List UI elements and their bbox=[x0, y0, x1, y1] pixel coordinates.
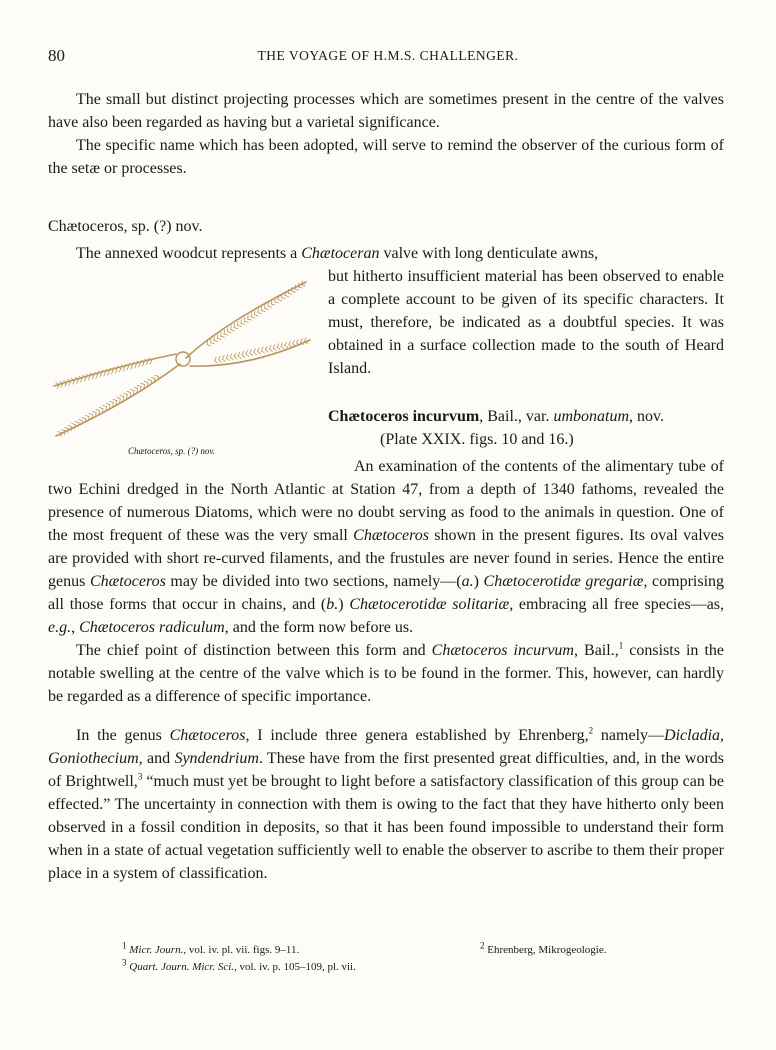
paragraph-1: The small but distinct projecting processes which are sometimes present in the centre of the valves have also been regarded as having but a varietal significance. bbox=[48, 91, 724, 131]
awn-denticle bbox=[257, 348, 259, 351]
awn-denticle bbox=[139, 363, 141, 367]
awn-denticle bbox=[75, 425, 76, 429]
awn-denticle bbox=[269, 345, 271, 348]
awn-denticle bbox=[244, 317, 245, 321]
awn-denticle bbox=[71, 427, 72, 431]
awn-denticle bbox=[214, 336, 215, 340]
awn-denticle bbox=[289, 345, 292, 347]
awn-denticle bbox=[127, 391, 131, 392]
awn-denticle bbox=[61, 429, 65, 430]
awn-denticle bbox=[304, 338, 306, 341]
awn-denticle bbox=[127, 366, 129, 370]
awn-denticle bbox=[281, 294, 282, 298]
awn-denticle bbox=[130, 389, 134, 390]
awn-denticle bbox=[148, 379, 152, 380]
awn-denticle bbox=[226, 358, 229, 360]
awn-denticle bbox=[297, 339, 299, 342]
awn-denticle bbox=[242, 355, 245, 357]
awn-lower-left bbox=[56, 364, 180, 436]
awn-denticle bbox=[302, 281, 303, 285]
awn-denticle bbox=[269, 349, 272, 351]
awn-denticle bbox=[234, 328, 238, 329]
awn-denticle bbox=[73, 381, 75, 385]
awn-denticle bbox=[302, 285, 306, 286]
awn-denticle bbox=[241, 323, 245, 324]
species-heading-sp-nov: Chætoceros, sp. (?) nov. bbox=[48, 218, 203, 235]
awn-denticle bbox=[268, 306, 272, 307]
awn-denticle bbox=[293, 340, 295, 343]
paragraph-3-wrapped: but hitherto insufficient material has been observed to enable a complete account to be given of its specific characters. It must, therefore, be indicated as a doubtful species. It was obtained in a surface collection made to the south of Heard Island. bbox=[328, 268, 724, 377]
awn-denticle bbox=[88, 377, 90, 381]
awn-denticle bbox=[261, 307, 262, 311]
awn-denticle bbox=[221, 336, 225, 337]
awn-denticle bbox=[151, 377, 155, 378]
paragraph-5: The chief point of distinction between this form and Chætoceros incurvum, Bail.,$^1$ consists in the notable swelling at the centre of the valve which is to be found in the former. This, however, can hardly be regarded as a difference of specific importance. bbox=[48, 640, 725, 705]
awn-denticle bbox=[289, 341, 291, 344]
awn-denticle bbox=[285, 295, 289, 296]
awn-denticle bbox=[227, 332, 231, 333]
awn-denticle bbox=[111, 370, 113, 374]
awn-denticle bbox=[298, 287, 302, 288]
awn-denticle bbox=[141, 383, 145, 384]
awn-denticle bbox=[106, 403, 110, 404]
footnote-ref-1: 1 bbox=[618, 640, 624, 651]
awn-denticle bbox=[210, 342, 214, 343]
awn-denticle bbox=[224, 334, 228, 335]
awn-denticle bbox=[254, 315, 258, 316]
awn-denticle bbox=[226, 355, 228, 358]
main-body bbox=[48, 455, 724, 885]
plate-reference: (Plate XXIX. figs. 10 and 16.) bbox=[380, 431, 574, 448]
awn-denticle bbox=[285, 292, 286, 296]
awn-denticle bbox=[234, 353, 236, 356]
awn-denticle bbox=[113, 403, 114, 407]
awn-denticle bbox=[134, 391, 135, 395]
awn-denticle bbox=[65, 427, 69, 428]
awn-denticle bbox=[295, 289, 299, 290]
awn-denticle bbox=[222, 356, 224, 359]
awn-denticle bbox=[258, 309, 259, 313]
awn-denticle bbox=[238, 352, 240, 355]
footnote-3: $^3$ Quart. Journ. Micr. Sci., vol. iv. p. 105–109, pl. vii. bbox=[122, 957, 356, 973]
awn-denticle bbox=[134, 387, 138, 388]
awn-denticle bbox=[108, 372, 110, 376]
awn-denticle bbox=[227, 328, 228, 332]
awn-denticle bbox=[81, 379, 83, 383]
awn-denticle bbox=[265, 346, 267, 349]
awn-denticle bbox=[84, 378, 86, 382]
awn-denticle bbox=[251, 313, 252, 317]
awn-denticle bbox=[75, 421, 79, 422]
awn-denticle bbox=[241, 319, 242, 323]
awn-denticle bbox=[142, 362, 144, 366]
awn-denticle bbox=[248, 319, 252, 320]
awn-denticle bbox=[300, 339, 302, 342]
footnote-2: $^2$ Ehrenberg, Mikrogeologie. bbox=[480, 940, 607, 956]
awn-denticle bbox=[130, 393, 131, 397]
awn-denticle bbox=[207, 345, 211, 346]
awn-denticle bbox=[285, 342, 287, 345]
awn-denticle bbox=[207, 341, 208, 345]
awn-denticle bbox=[261, 347, 263, 350]
paragraph-4: An examination of the contents of the alimentary tube of two Echini dredged in the North Atlantic at Station 47, from a depth of 1340 fathoms, revealed the presence of numerous Diatoms, which were no doubt serving as food to the animals in question. One of the most frequent of these was the very small Chætoceros shown in the present figures. Its oval valves are provided with short re-curved filaments, and the frustules are never found in series. Hence the entire genus Chætoceros may be divided into two sections, namely—(a.) Chætocerotidæ gregariæ, comprising all those forms that occur in chains, and (b.) Chætocerotidæ solitariæ, embracing all free species—as, e.g., Chætoceros radiculum, and the form now before us. bbox=[48, 458, 725, 636]
awn-denticle bbox=[214, 357, 216, 360]
awn-upper-left bbox=[54, 354, 176, 386]
awn-denticle bbox=[244, 321, 248, 322]
awn-denticle bbox=[127, 395, 128, 399]
awn-denticle bbox=[214, 340, 218, 341]
awn-denticle bbox=[275, 302, 279, 303]
awn-denticle bbox=[137, 385, 141, 386]
awn-denticle bbox=[268, 302, 269, 306]
awn-denticle bbox=[124, 393, 128, 394]
page-number: 80 bbox=[48, 46, 65, 65]
awn-denticle bbox=[273, 345, 275, 348]
awn-denticle bbox=[234, 324, 235, 328]
running-header bbox=[48, 46, 728, 68]
awn-denticle bbox=[254, 352, 257, 354]
footnote-ref-3: 3 bbox=[137, 771, 143, 782]
awn-denticle bbox=[293, 344, 296, 346]
awn-denticle bbox=[68, 425, 72, 426]
awn-denticle bbox=[79, 419, 83, 420]
awn-denticle bbox=[89, 413, 93, 414]
awn-denticle bbox=[146, 361, 148, 365]
awn-denticle bbox=[278, 296, 279, 300]
species-heading-incurvum: Chætoceros incurvum, Bail., var. umbonatum, nov. (Plate XXIX. figs. 10 and 16.) bbox=[328, 405, 728, 451]
awn-denticle bbox=[103, 405, 107, 406]
awn-denticle bbox=[261, 310, 265, 311]
awn-denticle bbox=[275, 298, 276, 302]
awn-denticle bbox=[271, 300, 272, 304]
paragraph-6: In the genus Chætoceros, I include three genera established by Ehrenberg,$^2$ namely—Dicladia, Goniothecium, and Syndendrium. These have from the first presented great difficulties, and, in the words of Brightwell,$^3$ “much must yet be brought to light before a satisfactory classification of this group can be effected.” The uncertainty in connection with them is owing to the fact that they have hitherto only been observed in a fossil condition in deposits, so that it has been found impossible to understand their form when in a state of actual vegetation sufficiently well to enable the observer to ascribe to them their proper place in a system of classification. bbox=[48, 725, 725, 882]
awn-denticle bbox=[281, 343, 283, 346]
awn-denticle bbox=[109, 405, 110, 409]
awn-denticle bbox=[210, 339, 211, 343]
awn-denticle bbox=[117, 397, 121, 398]
awn-denticle bbox=[281, 298, 285, 299]
awn-denticle bbox=[248, 315, 249, 319]
awn-denticle bbox=[222, 359, 225, 361]
footnote-ref-2: 2 bbox=[588, 725, 594, 736]
awn-denticle bbox=[217, 338, 221, 339]
awn-denticle bbox=[119, 368, 121, 372]
awn-denticle bbox=[238, 321, 239, 325]
awn-denticle bbox=[150, 360, 152, 364]
awn-denticle bbox=[82, 417, 86, 418]
awn-denticle bbox=[96, 409, 100, 410]
awn-denticle bbox=[120, 395, 124, 396]
paragraph-2: The specific name which has been adopted, will serve to remind the observer of the curious form of the setæ or processes. bbox=[48, 137, 724, 177]
awn-denticle bbox=[218, 360, 221, 362]
awn-denticle bbox=[230, 354, 232, 357]
awn-denticle bbox=[271, 304, 275, 305]
running-title: THE VOYAGE OF H.M.S. CHALLENGER. bbox=[257, 48, 519, 63]
awn-denticle bbox=[238, 356, 241, 358]
awn-denticle bbox=[113, 399, 117, 400]
awn-denticle bbox=[231, 330, 235, 331]
awn-denticle bbox=[131, 365, 133, 369]
awn-denticle bbox=[58, 431, 62, 432]
intro-paragraphs bbox=[48, 88, 724, 180]
woodcut-figure bbox=[48, 268, 318, 448]
awn-denticle bbox=[92, 376, 94, 380]
awn-denticle bbox=[265, 308, 269, 309]
awn-denticle bbox=[110, 401, 114, 402]
awn-denticle bbox=[221, 332, 222, 336]
awn-denticle bbox=[224, 330, 225, 334]
awn-denticle bbox=[250, 353, 253, 355]
awn-denticle bbox=[292, 291, 296, 292]
awn-denticle bbox=[217, 334, 218, 338]
awn-denticle bbox=[277, 347, 280, 349]
awn-denticle bbox=[238, 325, 242, 326]
awn-denticle bbox=[218, 356, 220, 359]
awn-denticle bbox=[254, 349, 256, 352]
paragraph-3-first-line: The annexed woodcut represents a Chætoceran valve with long denticulate awns, bbox=[76, 245, 599, 262]
awn-denticle bbox=[254, 311, 255, 315]
awn-denticle bbox=[135, 364, 137, 368]
central-valve bbox=[176, 352, 190, 366]
awn-denticle bbox=[246, 354, 249, 356]
awn-denticle bbox=[77, 380, 79, 384]
awn-denticle bbox=[92, 411, 96, 412]
awn-denticle bbox=[144, 381, 148, 382]
awn-denticle bbox=[278, 300, 282, 301]
awn-denticle bbox=[234, 356, 237, 358]
awn-denticle bbox=[123, 367, 125, 371]
awn-denticle bbox=[99, 407, 103, 408]
awn-denticle bbox=[265, 350, 268, 352]
awn-denticle bbox=[251, 317, 255, 318]
awn-denticle bbox=[261, 351, 264, 353]
awn-denticle bbox=[295, 285, 296, 289]
awn-denticle bbox=[273, 348, 276, 350]
awn-denticle bbox=[298, 283, 299, 287]
awn-denticle bbox=[96, 375, 98, 379]
woodcut-caption: Chætoceros, sp. (?) nov. bbox=[128, 446, 215, 456]
awn-denticle bbox=[120, 399, 121, 403]
awn-denticle bbox=[123, 397, 124, 401]
awn-denticle bbox=[116, 401, 117, 405]
awn-denticle bbox=[277, 344, 279, 347]
footnote-1: $^1$ Micr. Journ., vol. iv. pl. vii. figs. 9–11. bbox=[122, 940, 300, 956]
awn-denticle bbox=[104, 373, 106, 377]
awn-denticle bbox=[288, 289, 289, 293]
awn-denticle bbox=[86, 415, 90, 416]
awn-denticle bbox=[258, 313, 262, 314]
awn-denticle bbox=[214, 361, 217, 363]
awn-denticle bbox=[288, 293, 292, 294]
awn-denticle bbox=[242, 351, 244, 354]
awn-denticle bbox=[265, 304, 266, 308]
awn-denticle bbox=[246, 350, 248, 353]
awn-denticle bbox=[292, 287, 293, 291]
awn-denticle bbox=[68, 429, 69, 433]
awn-denticle bbox=[72, 423, 76, 424]
awn-denticle bbox=[250, 350, 252, 353]
awn-denticle bbox=[257, 351, 260, 353]
awn-denticle bbox=[100, 374, 102, 378]
awn-denticle bbox=[230, 357, 233, 359]
awn-denticle bbox=[155, 375, 159, 376]
awn-denticle bbox=[231, 326, 232, 330]
awn-denticle bbox=[115, 369, 117, 373]
awn-denticle bbox=[285, 345, 288, 347]
awn-denticle bbox=[281, 346, 284, 348]
